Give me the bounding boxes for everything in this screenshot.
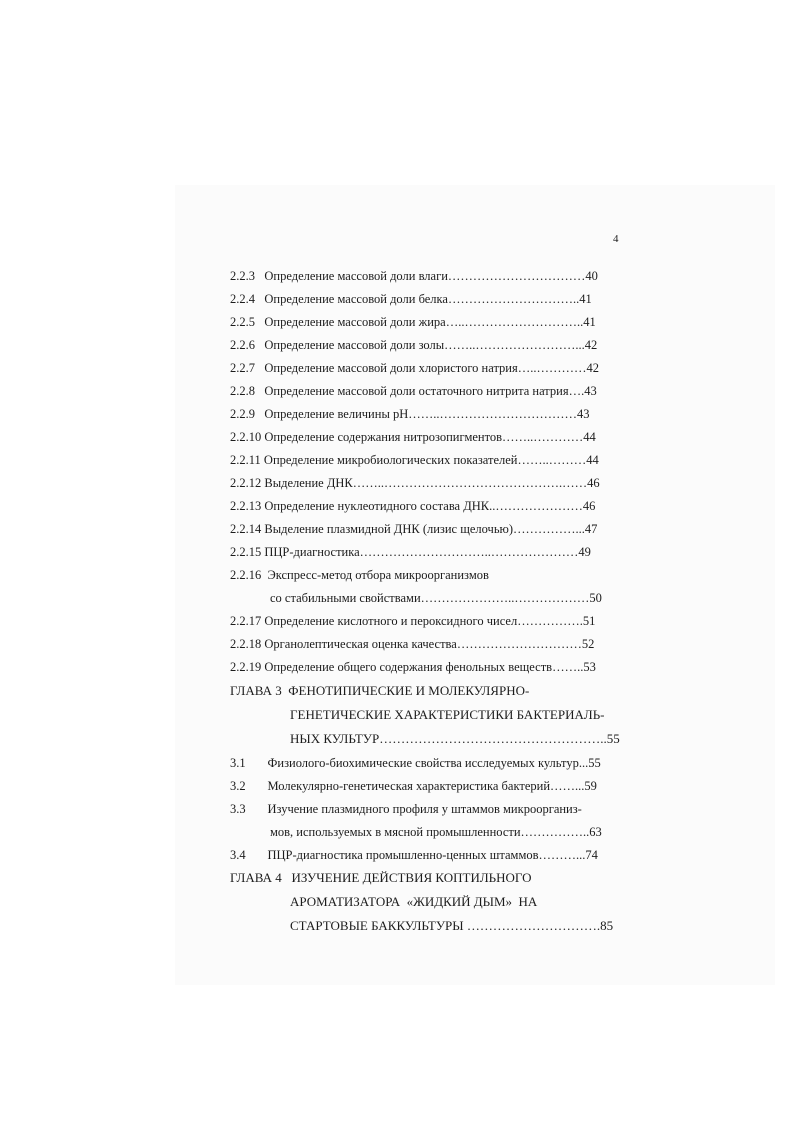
toc-chapter-3-cont: НЫХ КУЛЬТУР……………………………………………..55 bbox=[290, 731, 620, 746]
toc-entry-2-2-18: 2.2.18 Органолептическая оценка качества…………………………52 bbox=[230, 637, 595, 651]
toc-entry-2-2-4: 2.2.4 Определение массовой доли белка…………………………..41 bbox=[230, 292, 592, 306]
toc-entry-2-2-16: 2.2.16 Экспресс-метод отбора микроорганизмов bbox=[230, 568, 489, 582]
toc-entry-2-2-15: 2.2.15 ПЦР-диагностика…………………………..…………………49 bbox=[230, 545, 591, 559]
page-number: 4 bbox=[613, 233, 619, 245]
toc-entry-2-2-17: 2.2.17 Определение кислотного и пероксидного чисел…………….51 bbox=[230, 614, 596, 628]
toc-entry-2-2-11: 2.2.11 Определение микробиологических показателей……..………44 bbox=[230, 453, 599, 467]
toc-entry-2-2-12: 2.2.12 Выделение ДНК……..…………………………………….……46 bbox=[230, 476, 600, 490]
toc-entry-3-3: 3.3 Изучение плазмидного профиля у штаммов микроорганиз- bbox=[230, 802, 582, 816]
toc-entry-2-2-5: 2.2.5 Определение массовой доли жира…..………………………..41 bbox=[230, 315, 596, 329]
toc-entry-3-4: 3.4 ПЦР-диагностика промышленно-ценных штаммов………...74 bbox=[230, 848, 598, 862]
toc-chapter-3-cont: ГЕНЕТИЧЕСКИЕ ХАРАКТЕРИСТИКИ БАКТЕРИАЛЬ- bbox=[290, 707, 605, 722]
toc-entry-2-2-14: 2.2.14 Выделение плазмидной ДНК (лизис щелочью)……………...47 bbox=[230, 522, 598, 536]
toc-entry-2-2-10: 2.2.10 Определение содержания нитрозопигментов……..…………44 bbox=[230, 430, 596, 444]
toc-entry-2-2-8: 2.2.8 Определение массовой доли остаточного нитрита натрия….43 bbox=[230, 384, 597, 398]
toc-entry-2-2-16-cont: со стабильными свойствами…………………..………………50 bbox=[270, 591, 602, 605]
toc-entry-2-2-19: 2.2.19 Определение общего содержания фенольных веществ……..53 bbox=[230, 660, 596, 674]
toc-entry-3-2: 3.2 Молекулярно-генетическая характеристика бактерий……...59 bbox=[230, 779, 597, 793]
toc-chapter-4-cont: СТАРТОВЫЕ БАККУЛЬТУРЫ ………………………….85 bbox=[290, 918, 614, 933]
toc-entry-2-2-3: 2.2.3 Определение массовой доли влаги……………………………40 bbox=[230, 269, 598, 283]
toc-entry-2-2-6: 2.2.6 Определение массовой доли золы……..……………………...42 bbox=[230, 338, 598, 352]
toc-entry-2-2-7: 2.2.7 Определение массовой доли хлористого натрия…..…………42 bbox=[230, 361, 600, 375]
toc-entry-2-2-9: 2.2.9 Определение величины pH……..……………………………43 bbox=[230, 407, 590, 421]
toc-chapter-3: ГЛАВА 3 ФЕНОТИПИЧЕСКИЕ И МОЛЕКУЛЯРНО- bbox=[230, 683, 530, 698]
toc-chapter-4: ГЛАВА 4 ИЗУЧЕНИЕ ДЕЙСТВИЯ КОПТИЛЬНОГО bbox=[230, 870, 532, 885]
toc-entry-3-3-cont: мов, используемых в мясной промышленности……………..63 bbox=[270, 825, 602, 839]
toc-entry-2-2-13: 2.2.13 Определение нуклеотидного состава ДНК..…………………46 bbox=[230, 499, 596, 513]
toc-entry-3-1: 3.1 Физиолого-биохимические свойства исследуемых культур...55 bbox=[230, 756, 601, 770]
toc-chapter-4-cont: АРОМАТИЗАТОРА «ЖИДКИЙ ДЫМ» НА bbox=[290, 894, 538, 909]
